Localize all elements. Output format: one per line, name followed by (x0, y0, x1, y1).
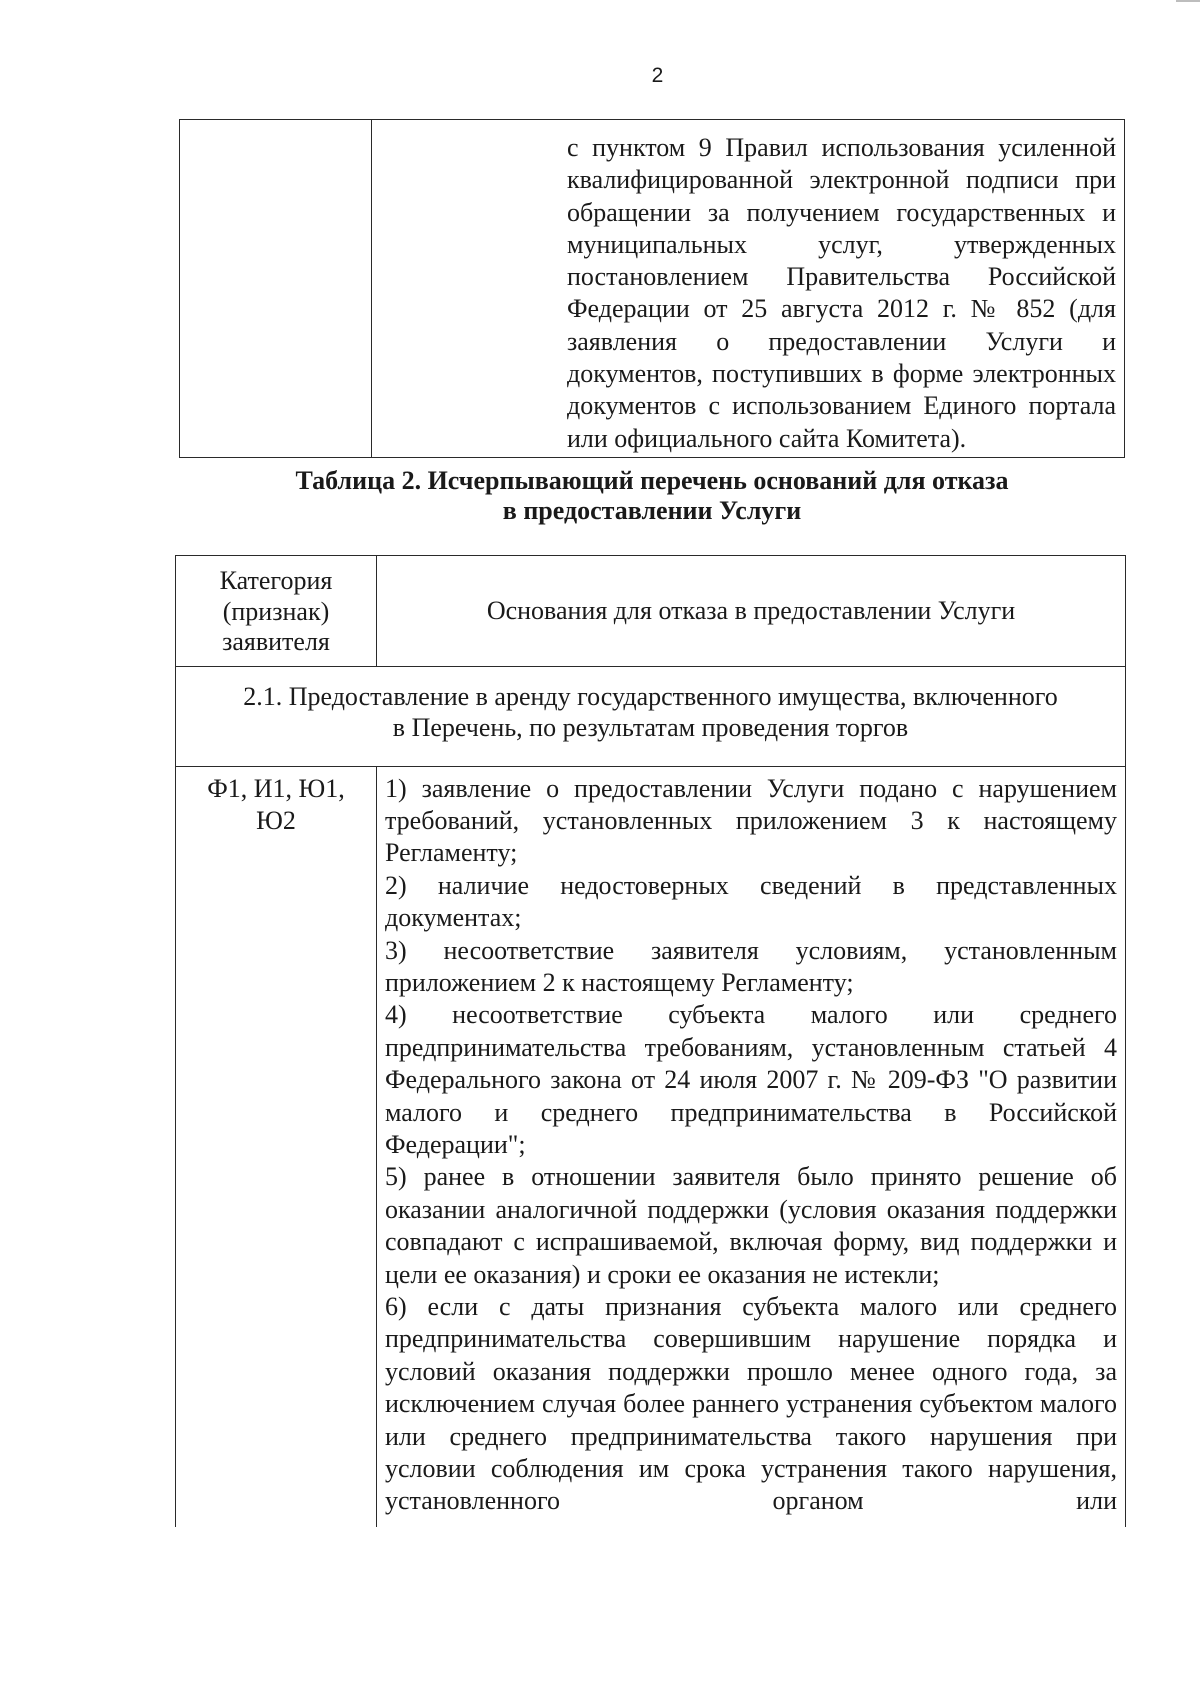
reason-item-3: 3) несоответствие заявителя условиям, установленным приложением 2 к настоящему Регламенту; (385, 935, 1117, 997)
section-heading-line-1: 2.1. Предоставление в аренду государственного имущества, включенного (243, 681, 1058, 711)
section-row (176, 666, 1126, 766)
section-heading-line-2: в Перечень, по результатам проведения торгов (392, 713, 909, 742)
table-caption-line-1: Таблица 2. Исчерпывающий перечень оснований для отказа (295, 466, 1009, 495)
reason-item-2: 2) наличие недостоверных сведений в представленных документах; (385, 870, 1117, 933)
table-caption-line-2: в предоставлении Услуги (502, 496, 802, 525)
continuation-table (179, 119, 1125, 458)
refusal-reasons-cell (377, 766, 1126, 1527)
page-number: 2 (651, 64, 664, 87)
header-category-line-3: заявителя (222, 627, 330, 656)
header-grounds-cell: Основания для отказа в предоставлении Услуги (377, 556, 1126, 667)
header-category-line-1: Категория (219, 566, 333, 595)
reason-item-4: 4) несоответствие субъекта малого или среднего предпринимательства требованиям, установленным статьей 4 Федерального закона от 24 июля 2007 г. № 209-ФЗ "О развитии малого и среднего предпринимательства в Российской Федерации"; (385, 1000, 1117, 1159)
table-row (176, 766, 1126, 1527)
reason-item-1: 1) заявление о предоставлении Услуги подано с нарушением требований, установленных приложением 3 к настоящему Регламенту; (385, 773, 1117, 868)
header-category-line-2: (признак) (222, 596, 330, 626)
empty-category-cell (180, 120, 372, 458)
table-row (180, 120, 1125, 458)
section-heading-cell (176, 666, 1126, 766)
applicant-category-line-2: Ю2 (256, 805, 296, 835)
applicant-category-line-1: Ф1, И1, Ю1, (207, 773, 345, 803)
scan-edge-mark (1176, 0, 1200, 2)
table-header-row (176, 556, 1126, 667)
table-caption (179, 466, 1125, 526)
header-category-cell (176, 556, 377, 667)
continuation-text-cell: с пунктом 9 Правил использования усиленной квалифицированной электронной подписи при обращении за получением государственных и муниципальных услуг, утвержденных постановлением Правительства Российской Федерации от 25 августа 2012 г. № 852 (для заявления о предоставлении Услуги и документов, поступивших в форме электронных документов с использованием Единого портала или официального сайта Комитета). (372, 120, 1125, 458)
refusal-grounds-table (175, 555, 1126, 1527)
reason-item-5: 5) ранее в отношении заявителя было принято решение об оказании аналогичной поддержки (условия оказания поддержки совпадают с испрашиваемой, включая форму, вид поддержки и цели ее оказания) и сроки ее оказания не истекли; (385, 1162, 1117, 1289)
applicant-category-cell (176, 766, 377, 1527)
reason-item-6: 6) если с даты признания субъекта малого или среднего предпринимательства совершившим нарушение порядка и условий оказания поддержки прошло менее одного года, за исключением случая более раннего устранения субъектом малого или среднего предпринимательства такого нарушения при условии соблюдения им срока устранения такого нарушения, установленного органом или (385, 1292, 1117, 1516)
